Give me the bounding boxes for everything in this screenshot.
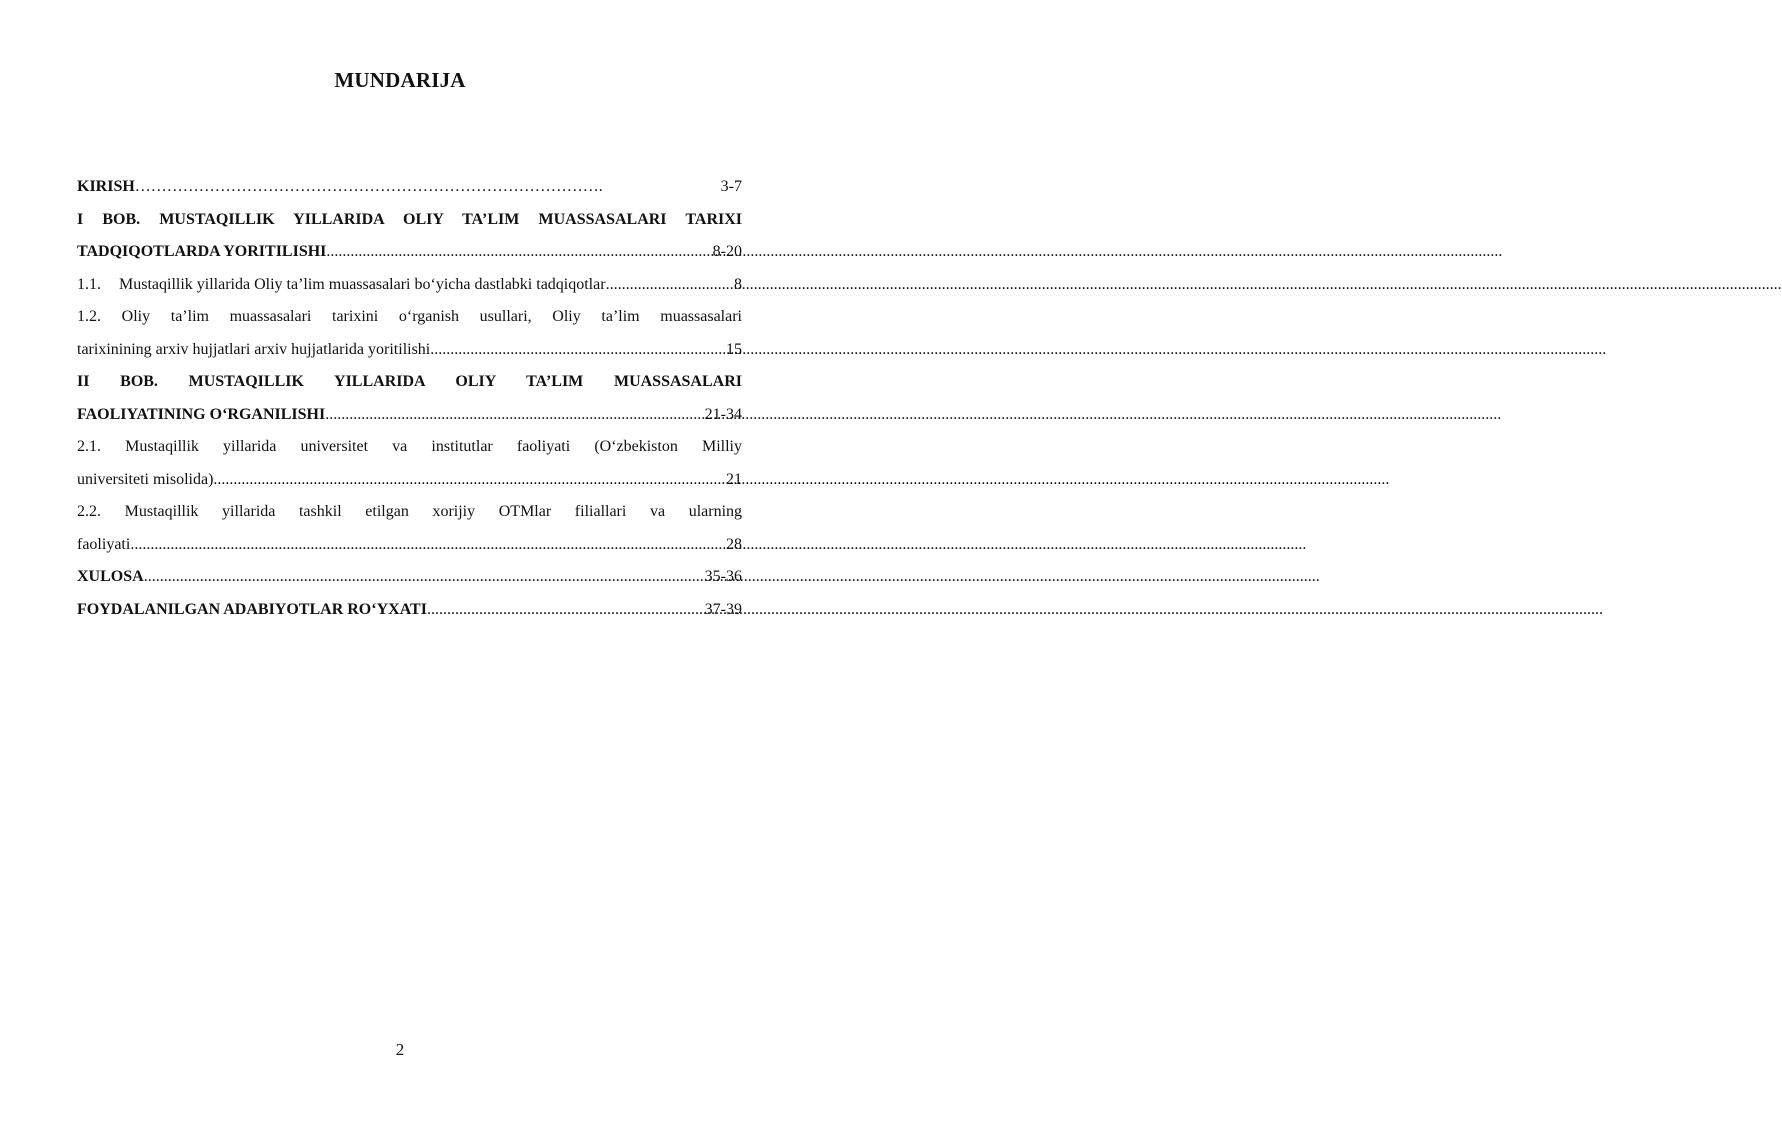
toc-entry-bob2[interactable] — [77, 399, 742, 432]
toc-entry-1-2[interactable] — [77, 334, 742, 367]
toc-entry-title: faoliyati — [77, 535, 131, 553]
toc-entry-bob2-line1[interactable]: II BOB. MUSTAQILLIK YILLARIDA OLIY TA’LIM MUASSASALARI — [77, 373, 742, 390]
toc-entry-title: XULOSA — [77, 568, 144, 585]
toc-entry-kirish[interactable] — [77, 171, 742, 204]
toc-page-number: 37-39 — [704, 600, 742, 618]
toc-page-number: 35-36 — [704, 568, 742, 585]
toc-entry-title: TADQIQOTLARDA YORITILISHI — [77, 243, 327, 260]
toc-entry-title: KIRISH — [77, 178, 135, 195]
toc-entry-title: FOYDALANILGAN ADABIYOTLAR RO‘YXATI — [77, 600, 427, 618]
page-number: 2 — [395, 1040, 405, 1059]
toc-entry-number: 1.2. — [77, 308, 101, 325]
toc-leader — [326, 236, 712, 269]
toc-entry-1-2-line1[interactable] — [77, 301, 742, 334]
toc-entry-bob1[interactable] — [77, 236, 742, 269]
document-title: MUNDARIJA — [334, 68, 466, 92]
toc-entry-title: Mustaqillik yillarida universitet va institutlar faoliyati (O‘zbekiston Milliy — [125, 438, 742, 455]
toc-entry-title: Mustaqillik yillarida tashkil etilgan xorijiy OTMlar filiallari va ularning — [124, 503, 743, 520]
toc-leader — [130, 529, 726, 562]
toc-entry-title: FAOLIYATINING O‘RGANILISHI — [77, 405, 326, 423]
toc-leader — [427, 594, 705, 627]
toc-page-number: 8 — [734, 275, 742, 293]
toc-page-number: 21 — [726, 470, 742, 488]
toc-leader — [213, 464, 726, 497]
toc-leader — [606, 269, 734, 302]
toc-entry-bob1-line1[interactable]: I BOB. MUSTAQILLIK YILLARIDA OLIY TA’LIM MUASSASALARI TARIXI — [77, 210, 742, 228]
toc-entry-number: 2.1. — [77, 438, 101, 455]
toc-entry-title: tarixinining arxiv hujjatlari arxiv hujjatlarida yoritilishi — [77, 340, 431, 358]
toc-entry-xulosa[interactable] — [77, 561, 742, 594]
toc-entry-number: 2.2. — [77, 503, 101, 520]
toc-page-number: 15 — [726, 340, 742, 358]
toc-leader — [325, 399, 704, 432]
toc-page-number: 3-7 — [720, 178, 742, 195]
toc-entry-adabiyotlar[interactable] — [77, 594, 742, 627]
table-of-contents — [77, 171, 742, 626]
toc-entry-number: 1.1. — [77, 275, 101, 293]
toc-entry-2-1-line1[interactable] — [77, 431, 742, 464]
toc-entry-title: Mustaqillik yillarida Oliy ta’lim muassasalari bo‘yicha dastlabki tadqiqotlar — [119, 275, 606, 293]
toc-entry-2-2[interactable] — [77, 529, 742, 562]
toc-page-number: 8-20 — [712, 243, 742, 260]
toc-entry-title: Oliy ta’lim muassasalari tarixini o‘rganish usullari, Oliy ta’lim muassasalari — [121, 308, 743, 325]
toc-leader — [430, 334, 726, 367]
toc-entry-1-1[interactable] — [77, 269, 742, 302]
toc-page-number: 21-34 — [704, 405, 742, 423]
toc-leader: ……………………………………………………………………………. — [134, 178, 603, 195]
toc-entry-2-2-line1[interactable] — [77, 496, 742, 529]
toc-leader — [144, 561, 705, 594]
toc-entry-title: universiteti misolida) — [77, 470, 214, 488]
toc-entry-2-1[interactable] — [77, 464, 742, 497]
toc-page-number: 28 — [726, 535, 742, 553]
